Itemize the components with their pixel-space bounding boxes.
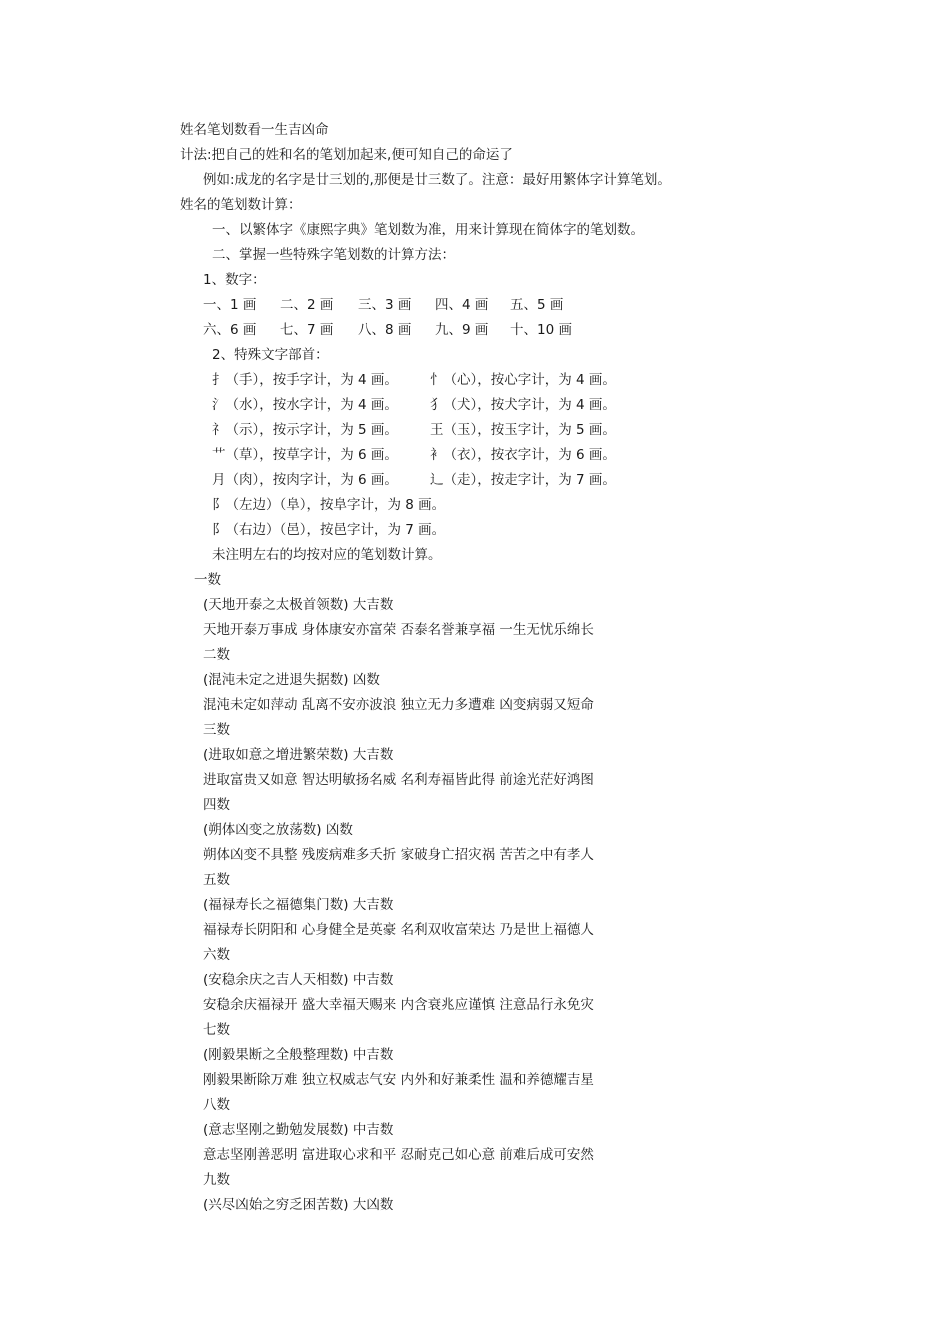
digit-item: 八、8 画 <box>358 322 412 338</box>
digit-item: 六、6 画 <box>203 322 257 338</box>
number-heading: 七数 <box>203 1022 230 1038</box>
method-line: 计法:把自己的姓和名的笔划加起来,便可知自己的命运了 <box>180 147 513 163</box>
number-title: (意志坚刚之勤勉发展数) 中吉数 <box>203 1122 394 1138</box>
number-heading: 三数 <box>203 722 230 738</box>
document-title: 姓名笔划数看一生吉凶命 <box>180 122 329 138</box>
example-line: 例如:成龙的名字是廿三划的,那便是廿三数了。注意：最好用繁体字计算笔划。 <box>203 172 671 188</box>
radicals-note: 未注明左右的均按对应的笔划数计算。 <box>212 547 442 563</box>
digit-item: 十、10 画 <box>510 322 572 338</box>
number-title: (兴尽凶始之穷乏困苦数) 大凶数 <box>203 1197 394 1213</box>
number-heading: 一数 <box>194 572 221 588</box>
radical-right-rule: 阝（右边）（邑），按邑字计，为 7 画。 <box>212 522 446 538</box>
number-verse: 进取富贵又如意 智达明敏扬名威 名利寿福皆此得 前途光茫好鸿图 <box>203 772 594 788</box>
radical-rule: 艹（草），按草字计，为 6 画。 <box>212 447 398 463</box>
number-title: (朔体凶变之放荡数) 凶数 <box>203 822 353 838</box>
digit-item: 二、2 画 <box>280 297 334 313</box>
number-verse: 意志坚刚善恶明 富进取心求和平 忍耐克己如心意 前难后成可安然 <box>203 1147 594 1163</box>
digit-item: 七、7 画 <box>280 322 334 338</box>
number-heading: 二数 <box>203 647 230 663</box>
number-heading: 八数 <box>203 1097 230 1113</box>
radicals-heading: 2、特殊文字部首： <box>212 347 329 363</box>
rule-2: 二、掌握一些特殊字笔划数的计算方法： <box>212 247 455 263</box>
radical-rule: 礻（示），按示字计，为 5 画。 <box>212 422 398 438</box>
digits-heading: 1、数字： <box>203 272 266 288</box>
number-heading: 九数 <box>203 1172 230 1188</box>
number-title: (刚毅果断之全般整理数) 中吉数 <box>203 1047 394 1063</box>
number-verse: 安稳余庆福禄开 盛大幸福天赐来 内含衰兆应谨慎 注意品行永免灾 <box>203 997 594 1013</box>
radical-rule: 犭（犬），按犬字计，为 4 画。 <box>430 397 616 413</box>
radical-rule: 月（肉），按肉字计，为 6 画。 <box>212 472 398 488</box>
number-verse: 福禄寿长阴阳和 心身健全是英豪 名利双收富荣达 乃是世上福德人 <box>203 922 594 938</box>
number-heading: 五数 <box>203 872 230 888</box>
radical-rule: 辶（走），按走字计，为 7 画。 <box>430 472 616 488</box>
number-title: (安稳余庆之吉人天相数) 中吉数 <box>203 972 394 988</box>
number-title: (混沌未定之进退失据数) 凶数 <box>203 672 380 688</box>
number-heading: 四数 <box>203 797 230 813</box>
radical-rule: 氵（水），按水字计，为 4 画。 <box>212 397 398 413</box>
radical-rule: 王（玉），按玉字计，为 5 画。 <box>430 422 616 438</box>
number-verse: 天地开泰万事成 身体康安亦富荣 否泰名誉兼享福 一生无忧乐绵长 <box>203 622 594 638</box>
number-verse: 刚毅果断除万难 独立权威志气安 内外和好兼柔性 温和养德耀吉星 <box>203 1072 594 1088</box>
number-title: (天地开泰之太极首领数) 大吉数 <box>203 597 394 613</box>
number-title: (进取如意之增进繁荣数) 大吉数 <box>203 747 394 763</box>
radical-rule: 忄（心），按心字计，为 4 画。 <box>430 372 616 388</box>
number-verse: 朔体凶变不具整 残废病难多夭折 家破身亡招灾祸 苦苦之中有孝人 <box>203 847 594 863</box>
radical-rule: 衤（衣），按衣字计，为 6 画。 <box>430 447 616 463</box>
digit-item: 九、9 画 <box>435 322 489 338</box>
number-title: (福禄寿长之福德集门数) 大吉数 <box>203 897 394 913</box>
number-heading: 六数 <box>203 947 230 963</box>
digit-item: 五、5 画 <box>510 297 564 313</box>
digit-item: 四、4 画 <box>435 297 489 313</box>
digit-item: 一、1 画 <box>203 297 257 313</box>
rule-1: 一、以繁体字《康熙字典》笔划数为准，用来计算现在简体字的笔划数。 <box>212 222 644 238</box>
radical-left-rule: 阝（左边）（阜），按阜字计，为 8 画。 <box>212 497 446 513</box>
calc-heading: 姓名的笔划数计算： <box>180 197 302 213</box>
digit-item: 三、3 画 <box>358 297 412 313</box>
number-verse: 混沌未定如萍动 乱离不安亦波浪 独立无力多遭难 凶变病弱又短命 <box>203 697 594 713</box>
radical-rule: 扌（手），按手字计，为 4 画。 <box>212 372 398 388</box>
